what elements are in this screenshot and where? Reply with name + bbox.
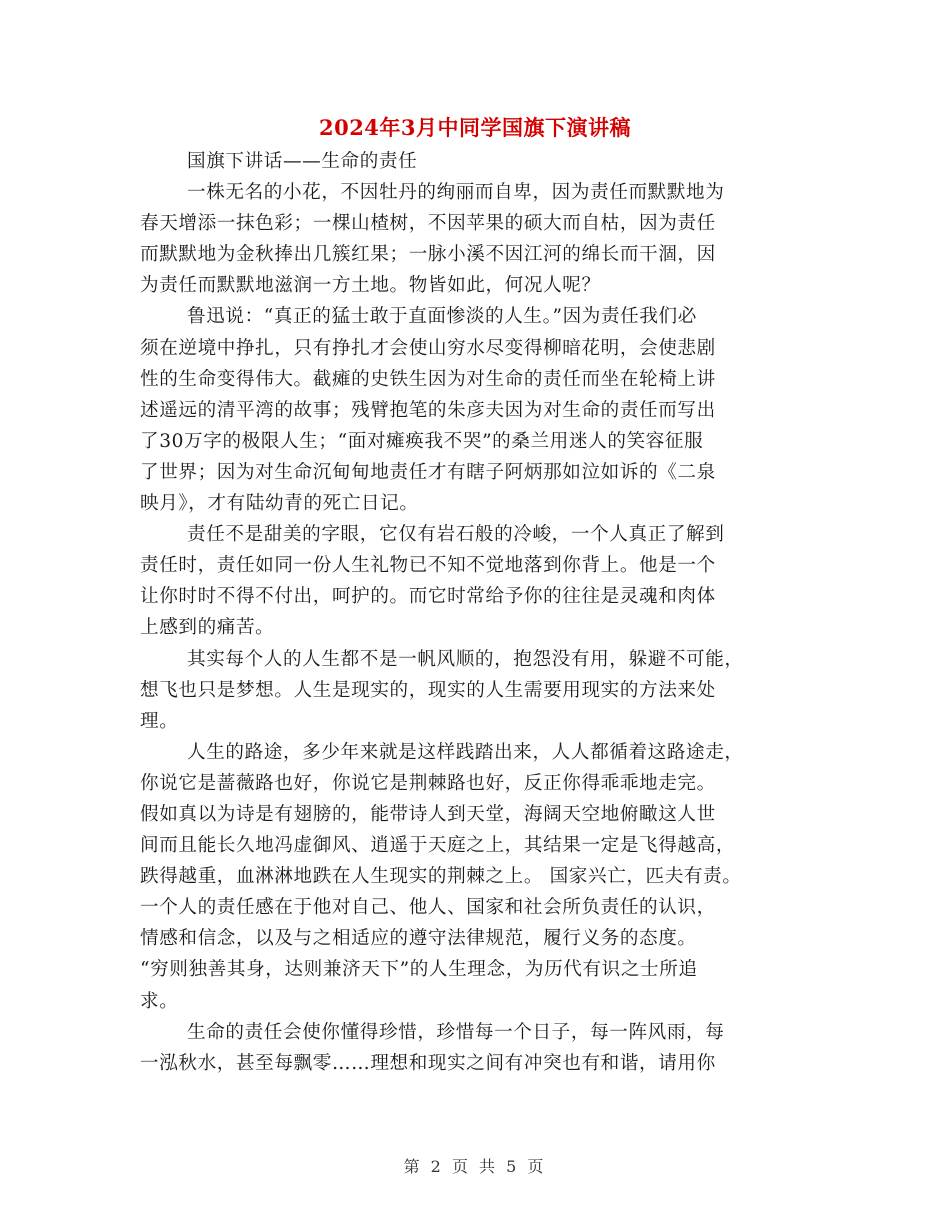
document-title: 2024年3月中同学国旗下演讲稿: [318, 115, 632, 140]
text-line: 其实每个人的人生都不是一帆风顺的，抱怨没有用，躲避不可能，: [187, 648, 744, 670]
text-line: 述遥远的清平湾的故事；残臂抱笔的朱彦夫因为对生命的责任而写出: [140, 399, 716, 421]
text-line: “穷则独善其身，达则兼济天下”的人生理念，为历代有识之士所追: [140, 959, 698, 981]
text-line: 了世界；因为对生命沉甸甸地责任才有瞎子阿炳那如泣如诉的《二泉: [140, 461, 716, 483]
text-line: 国旗下讲话——生命的责任: [187, 151, 418, 172]
text-line: 责任时，责任如同一份人生礼物已不知不觉地落到你背上。他是一个: [140, 555, 716, 577]
text-line: 生命的责任会使你懂得珍惜，珍惜每一个日子，每一阵风雨，每: [187, 1021, 725, 1043]
text-line: 你说它是蔷薇路也好，你说它是荆棘路也好，反正你得乖乖地走完。: [140, 772, 716, 794]
text-line: 理。: [140, 710, 179, 732]
text-line: 跌得越重，血淋淋地跌在人生现实的荆棘之上。 国家兴亡，匹夫有责。: [140, 866, 742, 888]
text-line: 须在逆境中挣扎，只有挣扎才会使山穷水尽变得柳暗花明，会使悲剧: [140, 337, 716, 359]
text-line: 假如真以为诗是有翅膀的，能带诗人到天堂，海阔天空地俯瞰这人世: [140, 803, 716, 825]
text-line: 春天增添一抹色彩；一棵山楂树，不因苹果的硕大而自枯，因为责任: [140, 213, 716, 235]
text-line: 性的生命变得伟大。截瘫的史铁生因为对生命的责任而坐在轮椅上讲: [140, 368, 716, 390]
text-line: 了30万字的极限人生；“面对瘫痪我不哭”的桑兰用迷人的笑容征服: [140, 430, 704, 452]
text-line: 让你时时不得不付出，呵护的。而它时常给予你的往往是灵魂和肉体: [140, 586, 716, 608]
text-line: 一个人的责任感在于他对自己、他人、国家和社会所负责任的认识，: [140, 897, 716, 919]
text-line: 上感到的痛苦。: [140, 617, 275, 639]
text-line: 为责任而默默地滋润一方土地。物皆如此，何况人呢？: [140, 275, 601, 297]
text-line: 一泓秋水，甚至每飘零……理想和现实之间有冲突也有和谐，请用你: [140, 1052, 716, 1074]
text-line: 一株无名的小花，不因牡丹的绚丽而自卑，因为责任而默默地为: [187, 182, 725, 204]
text-line: 求。: [140, 990, 179, 1012]
text-line: 鲁迅说：“真正的猛士敢于直面惨淡的人生。”因为责任我们必: [187, 306, 697, 328]
text-line: 映月》，才有陆幼青的死亡日记。: [140, 493, 419, 515]
text-line: 而默默地为金秋捧出几簇红果；一脉小溪不因江河的绵长而干涸，因: [140, 244, 716, 266]
text-line: 人生的路途，多少年来就是这样践踏出来，人人都循着这路途走，: [187, 741, 744, 763]
text-line: 间而且能长久地冯虚御风、逍遥于天庭之上，其结果一定是飞得越高，: [140, 835, 736, 857]
text-line: 情感和信念，以及与之相适应的遵守法律规范，履行义务的态度。: [140, 928, 697, 950]
page-footer: 第 2 页 共 5 页: [403, 1157, 547, 1176]
document-body: [140, 146, 820, 1079]
text-line: 责任不是甜美的字眼，它仅有岩石般的冷峻，一个人真正了解到: [187, 524, 725, 546]
text-line: 想飞也只是梦想。人生是现实的，现实的人生需要用现实的方法来处: [140, 679, 716, 701]
